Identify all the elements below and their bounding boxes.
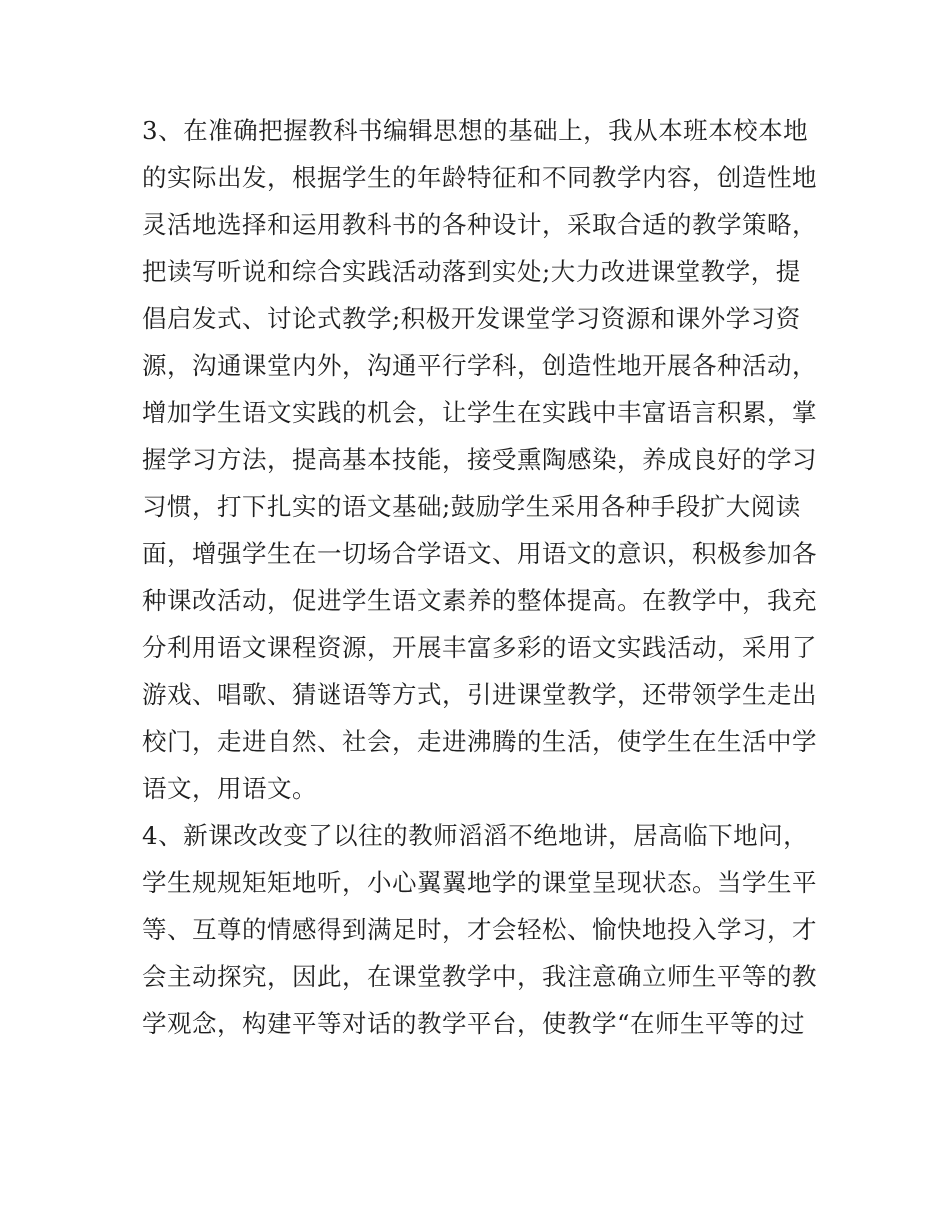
text-line: 倡启发式、讨论式教学;积极开发课堂学习资源和课外学习资 (142, 304, 801, 333)
document-body (142, 108, 822, 1048)
text-line: 语文，用语文。 (142, 774, 317, 803)
text-line: 的实际出发，根据学生的年龄特征和不同教学内容，创造性地 (142, 163, 817, 192)
text-line: 分利用语文课程资源，开展丰富多彩的语文实践活动，采用了 (142, 633, 817, 662)
text-line: 学生规规矩矩地听，小心翼翼地学的课堂呈现状态。当学生平 (142, 868, 817, 897)
text-line: 增加学生语文实践的机会，让学生在实践中丰富语言积累，掌 (142, 398, 817, 427)
text-line: 把读写听说和综合实践活动落到实处;大力改进课堂教学，提 (142, 257, 801, 286)
text-line: 种课改活动，促进学生语文素养的整体提高。在教学中，我充 (142, 586, 817, 615)
paragraph-3 (142, 108, 822, 811)
text-line: 校门，走进自然、社会，走进沸腾的生活，使学生在生活中学 (142, 727, 817, 756)
text-line: 源，沟通课堂内外，沟通平行学科，创造性地开展各种活动， (142, 351, 817, 380)
text-line: 握学习方法，提高基本技能，接受熏陶感染，养成良好的学习 (142, 445, 817, 474)
text-line: 3、在准确把握教科书编辑思想的基础上，我从本班本校本地 (142, 116, 809, 145)
text-line: 习惯，打下扎实的语文基础;鼓励学生采用各种手段扩大阅读 (142, 492, 801, 521)
text-line: 学观念，构建平等对话的教学平台，使教学“在师生平等的过 (142, 1009, 806, 1038)
text-line: 面，增强学生在一切场合学语文、用语文的意识，积极参加各 (142, 539, 817, 568)
text-line: 灵活地选择和运用教科书的各种设计，采取合适的教学策略， (142, 210, 817, 239)
text-line: 等、互尊的情感得到满足时，才会轻松、愉快地投入学习，才 (142, 915, 817, 944)
text-line: 4、新课改改变了以往的教师滔滔不绝地讲，居高临下地问， (142, 821, 809, 850)
text-line: 会主动探究，因此，在课堂教学中，我注意确立师生平等的教 (142, 962, 817, 991)
text-line: 游戏、唱歌、猜谜语等方式，引进课堂教学，还带领学生走出 (142, 680, 817, 709)
paragraph-4 (142, 813, 822, 1046)
